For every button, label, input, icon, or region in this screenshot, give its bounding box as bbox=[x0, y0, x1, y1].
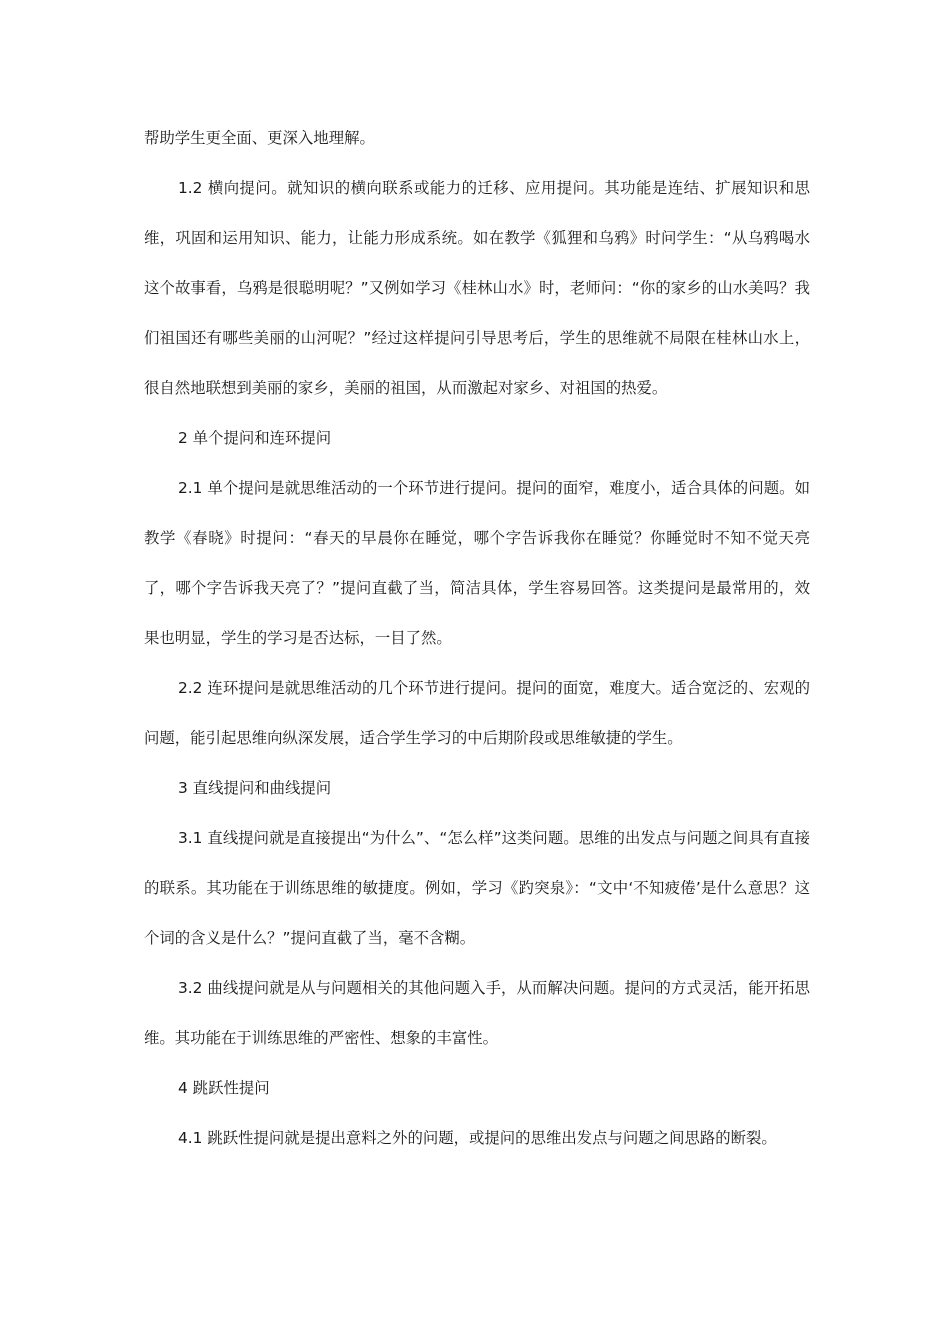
heading-2-single-and-chain-questioning: 2 单个提问和连环提问 bbox=[178, 429, 332, 447]
document-body bbox=[144, 113, 810, 1163]
heading-3-direct-and-curved-questioning: 3 直线提问和曲线提问 bbox=[178, 779, 332, 797]
paragraph-3-1-direct-questioning: 3.1 直线提问就是直接提出“为什么”、“怎么样”这类问题。思维的出发点与问题之间具有直接的联系。其功能在于训练思维的敏捷度。例如，学习《趵突泉》：“文中‘不知疲倦’是什么意思？这个词的含义是什么？”提问直截了当，毫不含糊。 bbox=[144, 829, 810, 947]
paragraph-1-2-horizontal-questioning: 1.2 横向提问。就知识的横向联系或能力的迁移、应用提问。其功能是连结、扩展知识和思维，巩固和运用知识、能力，让能力形成系统。如在教学《狐狸和乌鸦》时问学生：“从乌鸦喝水这个故事看，乌鸦是很聪明呢？”又例如学习《桂林山水》时，老师问：“你的家乡的山水美吗？我们祖国还有哪些美丽的山河呢？”经过这样提问引导思考后，学生的思维就不局限在桂林山水上，很自然地联想到美丽的家乡，美丽的祖国，从而激起对家乡、对祖国的热爱。 bbox=[144, 179, 810, 397]
paragraph-4-1-leap-questioning: 4.1 跳跃性提问就是提出意料之外的问题，或提问的思维出发点与问题之间思路的断裂。 bbox=[178, 1129, 777, 1147]
paragraph-2-1-single-questioning: 2.1 单个提问是就思维活动的一个环节进行提问。提问的面窄，难度小，适合具体的问题。如教学《春晓》时提问：“春天的早晨你在睡觉，哪个字告诉我你在睡觉？你睡觉时不知不觉天亮了，哪个字告诉我天亮了？”提问直截了当，简洁具体，学生容易回答。这类提问是最常用的，效果也明显，学生的学习是否达标，一目了然。 bbox=[144, 479, 810, 647]
paragraph-2-2-chain-questioning: 2.2 连环提问是就思维活动的几个环节进行提问。提问的面宽，难度大。适合宽泛的、宏观的问题，能引起思维向纵深发展，适合学生学习的中后期阶段或思维敏捷的学生。 bbox=[144, 679, 810, 747]
paragraph-continuation: 帮助学生更全面、更深入地理解。 bbox=[144, 129, 375, 147]
heading-4-leap-questioning: 4 跳跃性提问 bbox=[178, 1079, 270, 1097]
paragraph-3-2-curved-questioning: 3.2 曲线提问就是从与问题相关的其他问题入手，从而解决问题。提问的方式灵活，能开拓思维。其功能在于训练思维的严密性、想象的丰富性。 bbox=[144, 979, 810, 1047]
